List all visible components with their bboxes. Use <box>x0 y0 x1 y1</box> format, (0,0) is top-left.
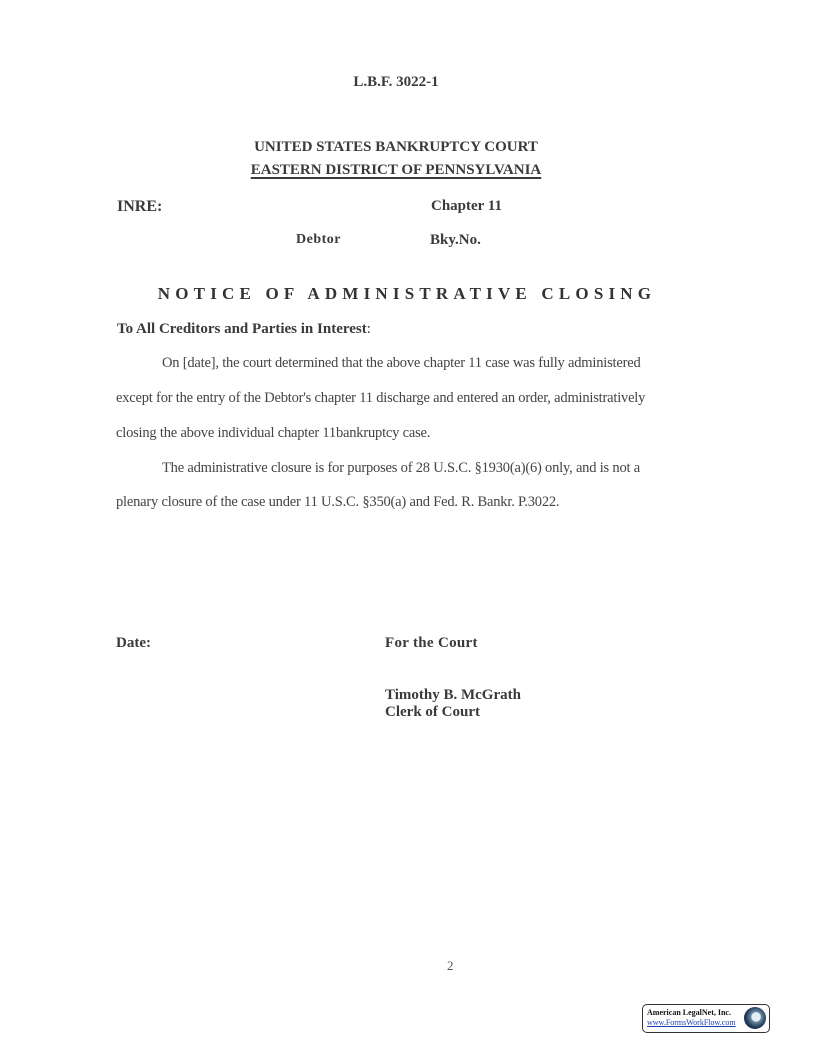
badge-url-link[interactable]: www.FormsWorkFlow.com <box>647 1018 736 1027</box>
paragraph-2-line-2: plenary closure of the case under 11 U.S.C. §350(a) and Fed. R. Bankr. P.3022. <box>116 494 560 510</box>
form-id: L.B.F. 3022-1 <box>353 74 439 90</box>
court-name: UNITED STATES BANKRUPTCY COURT <box>254 139 538 155</box>
signer-name: Timothy B. McGrath <box>385 687 521 703</box>
salutation <box>117 321 371 338</box>
salutation-text: To All Creditors and Parties in Interest <box>117 321 367 337</box>
notice-title: NOTICE OF ADMINISTRATIVE CLOSING <box>157 284 657 303</box>
page-number: 2 <box>447 958 454 973</box>
footer-badge[interactable] <box>642 1004 770 1033</box>
paragraph-1-line-2: except for the entry of the Debtor's chapter 11 discharge and entered an order, administratively <box>116 390 646 406</box>
for-the-court-label: For the Court <box>385 635 478 651</box>
paragraph-2-line-1: The administrative closure is for purposes of 28 U.S.C. §1930(a)(6) only, and is not a <box>162 460 640 476</box>
bankruptcy-number-label: Bky.No. <box>430 232 481 248</box>
debtor-label: Debtor <box>296 232 341 247</box>
badge-company: American LegalNet, Inc. <box>647 1008 731 1017</box>
chapter-label: Chapter 11 <box>431 198 502 214</box>
salutation-colon: : <box>366 321 371 337</box>
court-district-text: EASTERN DISTRICT OF PENNSYLVANIA <box>250 162 542 178</box>
paragraph-1-line-1: On [date], the court determined that the above chapter 11 case was fully administered <box>162 355 641 371</box>
globe-icon <box>744 1007 766 1029</box>
in-re-label: INRE: <box>117 198 163 215</box>
paragraph-1-line-3: closing the above individual chapter 11bankruptcy case. <box>116 425 431 441</box>
court-district <box>0 162 792 179</box>
signer-title: Clerk of Court <box>385 704 480 720</box>
date-label: Date: <box>116 635 151 651</box>
